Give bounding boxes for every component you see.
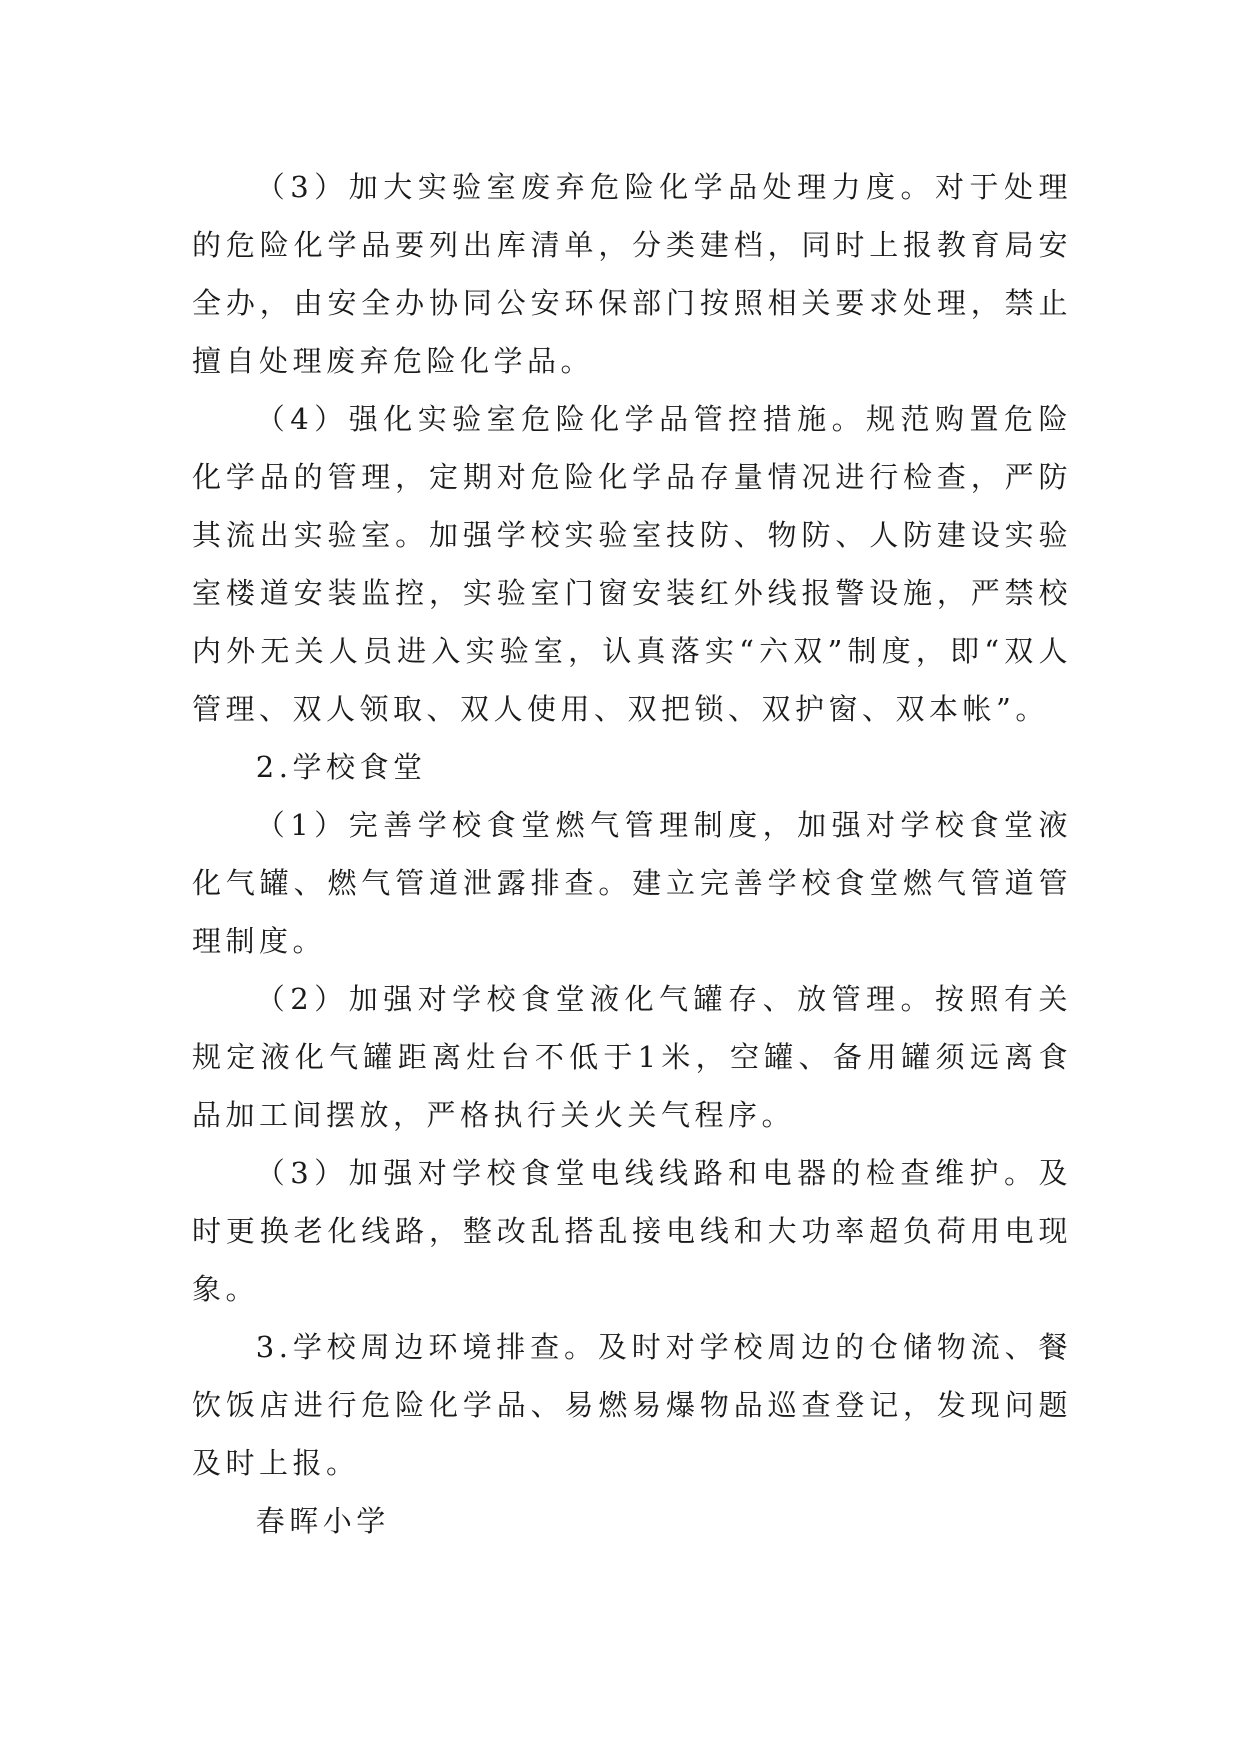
paragraph-canteen-gas-management: （1）完善学校食堂燃气管理制度，加强对学校食堂液化气罐、燃气管道泄露排查。建立完善学校食堂燃气管道管理制度。 (192, 808, 1072, 958)
paragraph-lab-waste-disposal: （3）加大实验室废弃危险化学品处理力度。对于处理的危险化学品要列出库清单，分类建档，同时上报教育局安全办，由安全办协同公安环保部门按照相关要求处理，禁止擅自处理废弃危险化学品。 (192, 170, 1072, 378)
paragraph-surrounding-environment: 3.学校周边环境排查。及时对学校周边的仓储物流、餐饮饭店进行危险化学品、易燃易爆物品巡查登记，发现问题及时上报。 (192, 1330, 1072, 1480)
paragraph-canteen-gas-tank-storage: （2）加强对学校食堂液化气罐存、放管理。按照有关规定液化气罐距离灶台不低于1米，空罐、备用罐须远离食品加工间摆放，严格执行关火关气程序。 (192, 982, 1072, 1132)
document-body (192, 158, 1072, 1550)
signature-school-name: 春晖小学 (255, 1504, 390, 1538)
section-heading-canteen: 2.学校食堂 (255, 750, 427, 784)
paragraph-canteen-electrical-maintenance: （3）加强对学校食堂电线线路和电器的检查维护。及时更换老化线路，整改乱搭乱接电线和大功率超负荷用电现象。 (192, 1156, 1072, 1306)
paragraph-lab-chemical-control: （4）强化实验室危险化学品管控措施。规范购置危险化学品的管理，定期对危险化学品存量情况进行检查，严防其流出实验室。加强学校实验室技防、物防、人防建设实验室楼道安装监控，实验室门窗安装红外线报警设施，严禁校内外无关人员进入实验室，认真落实“六双”制度，即“双人管理、双人领取、双人使用、双把锁、双护窗、双本帐”。 (192, 402, 1072, 726)
